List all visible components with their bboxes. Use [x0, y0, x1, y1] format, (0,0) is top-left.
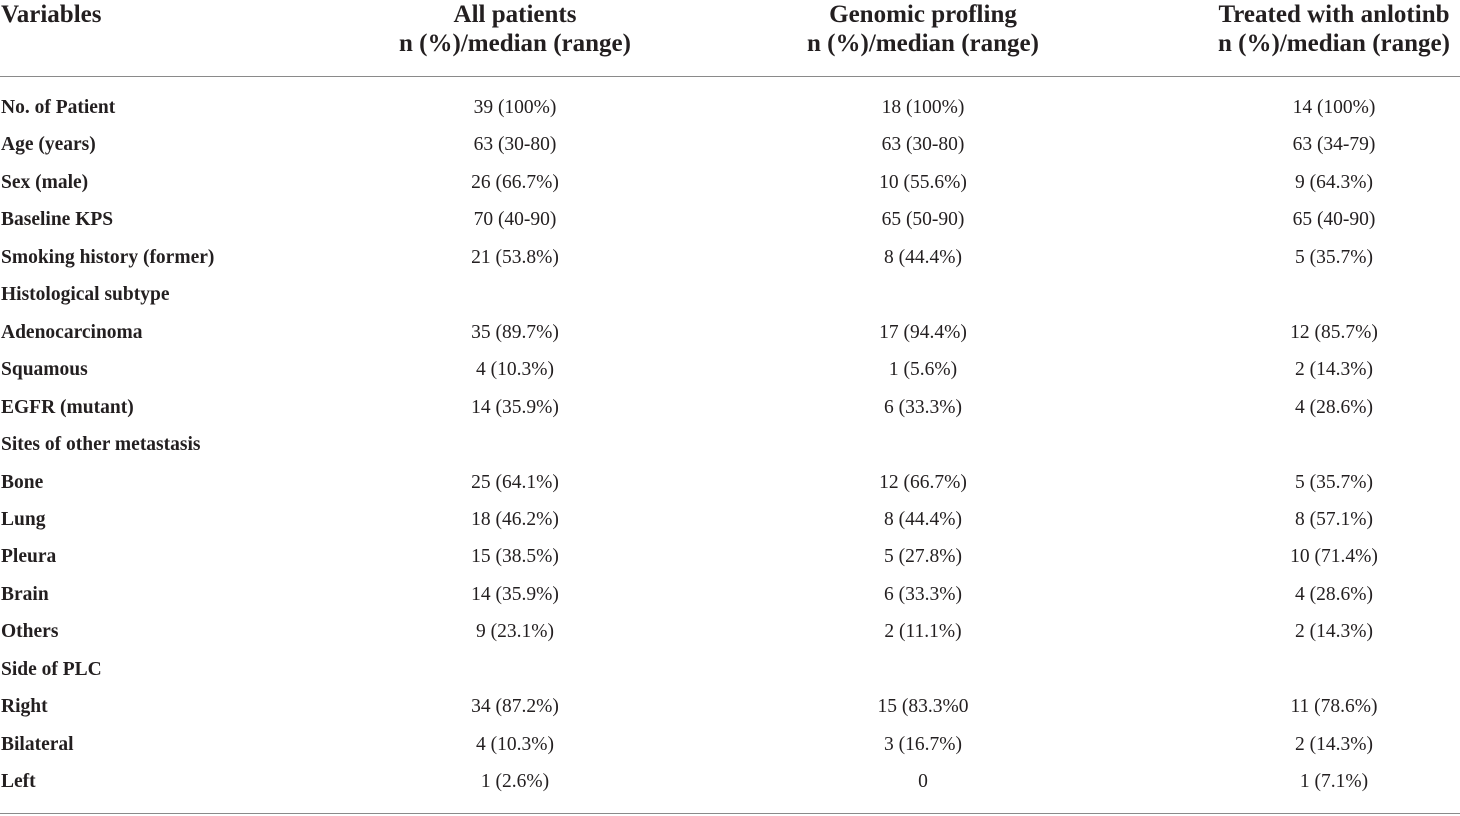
cell-treated-anlotinib: 5 (35.7%): [1295, 471, 1373, 493]
row-label: Side of PLC: [1, 658, 102, 680]
table-row: [0, 126, 1460, 164]
cell-genomic-profiling: 8 (44.4%): [884, 508, 962, 530]
cell-all-patients: 26 (66.7%): [471, 171, 559, 193]
table-row: [0, 239, 1460, 277]
cell-all-patients: 25 (64.1%): [471, 471, 559, 493]
table-row: [0, 763, 1460, 801]
cell-treated-anlotinib: 2 (14.3%): [1295, 359, 1373, 381]
row-label: Brain: [1, 583, 49, 605]
cell-genomic-profiling: 63 (30-80): [881, 134, 965, 156]
cell-all-patients: 18 (46.2%): [471, 508, 559, 530]
cell-all-patients: 70 (40-90): [473, 209, 557, 231]
table-row: [0, 576, 1460, 614]
cell-treated-anlotinib: 63 (34-79): [1292, 134, 1376, 156]
table-row: [0, 201, 1460, 239]
cell-genomic-profiling: 6 (33.3%): [884, 396, 962, 418]
row-label: Right: [1, 696, 48, 718]
table-row: [0, 726, 1460, 764]
table-row: [0, 501, 1460, 539]
cell-genomic-profiling: 17 (94.4%): [879, 321, 967, 343]
cell-all-patients: 14 (35.9%): [471, 396, 559, 418]
cell-treated-anlotinib: 4 (28.6%): [1295, 583, 1373, 605]
cell-all-patients: 34 (87.2%): [471, 696, 559, 718]
column-header-title: All patients: [453, 1, 577, 28]
cell-genomic-profiling: 5 (27.8%): [884, 546, 962, 568]
column-header-all-patients: [380, 0, 650, 58]
cell-treated-anlotinib: 9 (64.3%): [1295, 171, 1373, 193]
row-label: Bilateral: [1, 733, 74, 755]
row-label: No. of Patient: [1, 97, 116, 118]
table-row: [0, 389, 1460, 427]
cell-all-patients: 39 (100%): [473, 97, 557, 118]
cell-treated-anlotinib: 12 (85.7%): [1290, 321, 1378, 343]
row-label: Lung: [1, 508, 46, 530]
row-label: Squamous: [1, 359, 88, 381]
table-row: [0, 426, 1460, 464]
cell-all-patients: 1 (2.6%): [480, 771, 550, 793]
cell-genomic-profiling: 6 (33.3%): [884, 583, 962, 605]
table-row: [0, 538, 1460, 576]
cell-treated-anlotinib: 5 (35.7%): [1295, 246, 1373, 268]
cell-all-patients: 15 (38.5%): [471, 546, 559, 568]
column-header-title: Treated with anlotinb: [1218, 1, 1450, 28]
cell-all-patients: 21 (53.8%): [471, 246, 559, 268]
column-header-subtitle: n (%)/median (range): [399, 30, 631, 57]
cell-treated-anlotinib: 14 (100%): [1292, 97, 1376, 118]
column-header-subtitle: n (%)/median (range): [807, 30, 1039, 57]
cell-genomic-profiling: 12 (66.7%): [879, 471, 967, 493]
cell-treated-anlotinib: 8 (57.1%): [1295, 508, 1373, 530]
table-row: [0, 89, 1460, 127]
cell-genomic-profiling: 8 (44.4%): [884, 246, 962, 268]
row-label: Histological subtype: [1, 284, 170, 306]
cell-treated-anlotinib: 65 (40-90): [1292, 209, 1376, 231]
column-header-subtitle: n (%)/median (range): [1218, 30, 1450, 57]
row-label: EGFR (mutant): [1, 396, 134, 418]
row-label: Left: [1, 771, 36, 793]
cell-genomic-profiling: 0: [918, 771, 928, 793]
cell-treated-anlotinib: 11 (78.6%): [1290, 696, 1378, 718]
row-label: Baseline KPS: [1, 209, 114, 231]
cell-all-patients: 14 (35.9%): [471, 583, 559, 605]
row-label: Pleura: [1, 546, 57, 568]
cell-genomic-profiling: 3 (16.7%): [884, 733, 962, 755]
table-row: [0, 164, 1460, 202]
cell-treated-anlotinib: 2 (14.3%): [1295, 621, 1373, 643]
cell-genomic-profiling: 65 (50-90): [881, 209, 965, 231]
cell-genomic-profiling: 15 (83.3%0: [877, 696, 969, 718]
cell-treated-anlotinib: 4 (28.6%): [1295, 396, 1373, 418]
table-row: [0, 464, 1460, 502]
cell-all-patients: 4 (10.3%): [476, 359, 554, 381]
table-row: [0, 651, 1460, 689]
cell-treated-anlotinib: 10 (71.4%): [1290, 546, 1378, 568]
table-row: [0, 276, 1460, 314]
table-row: [0, 314, 1460, 352]
table-row: [0, 688, 1460, 726]
cell-genomic-profiling: 1 (5.6%): [888, 359, 958, 381]
row-label: Adenocarcinoma: [1, 321, 143, 343]
cell-all-patients: 35 (89.7%): [471, 321, 559, 343]
cell-treated-anlotinib: 1 (7.1%): [1299, 771, 1369, 793]
column-header-title: Genomic profling: [829, 1, 1017, 28]
row-label: Bone: [1, 471, 44, 493]
cell-all-patients: 63 (30-80): [473, 134, 557, 156]
table-header: [0, 0, 1460, 77]
column-header-genomic-profiling: [785, 0, 1061, 58]
table-bottom-rule: [0, 813, 1460, 814]
table-row: [0, 351, 1460, 389]
cell-genomic-profiling: 2 (11.1%): [884, 621, 962, 643]
row-label: Age (years): [1, 134, 96, 156]
table-row: [0, 613, 1460, 651]
cell-genomic-profiling: 18 (100%): [881, 97, 965, 118]
cell-all-patients: 4 (10.3%): [476, 733, 554, 755]
column-header-treated-anlotinib: [1198, 0, 1460, 58]
row-label: Others: [1, 621, 59, 643]
row-label: Sites of other metastasis: [1, 434, 201, 456]
column-header-title: Variables: [1, 1, 102, 28]
row-label: Smoking history (former): [1, 246, 215, 268]
cell-treated-anlotinib: 2 (14.3%): [1295, 733, 1373, 755]
cell-all-patients: 9 (23.1%): [476, 621, 554, 643]
column-header-variables: [1, 0, 101, 29]
cell-genomic-profiling: 10 (55.6%): [879, 171, 967, 193]
row-label: Sex (male): [1, 171, 89, 193]
